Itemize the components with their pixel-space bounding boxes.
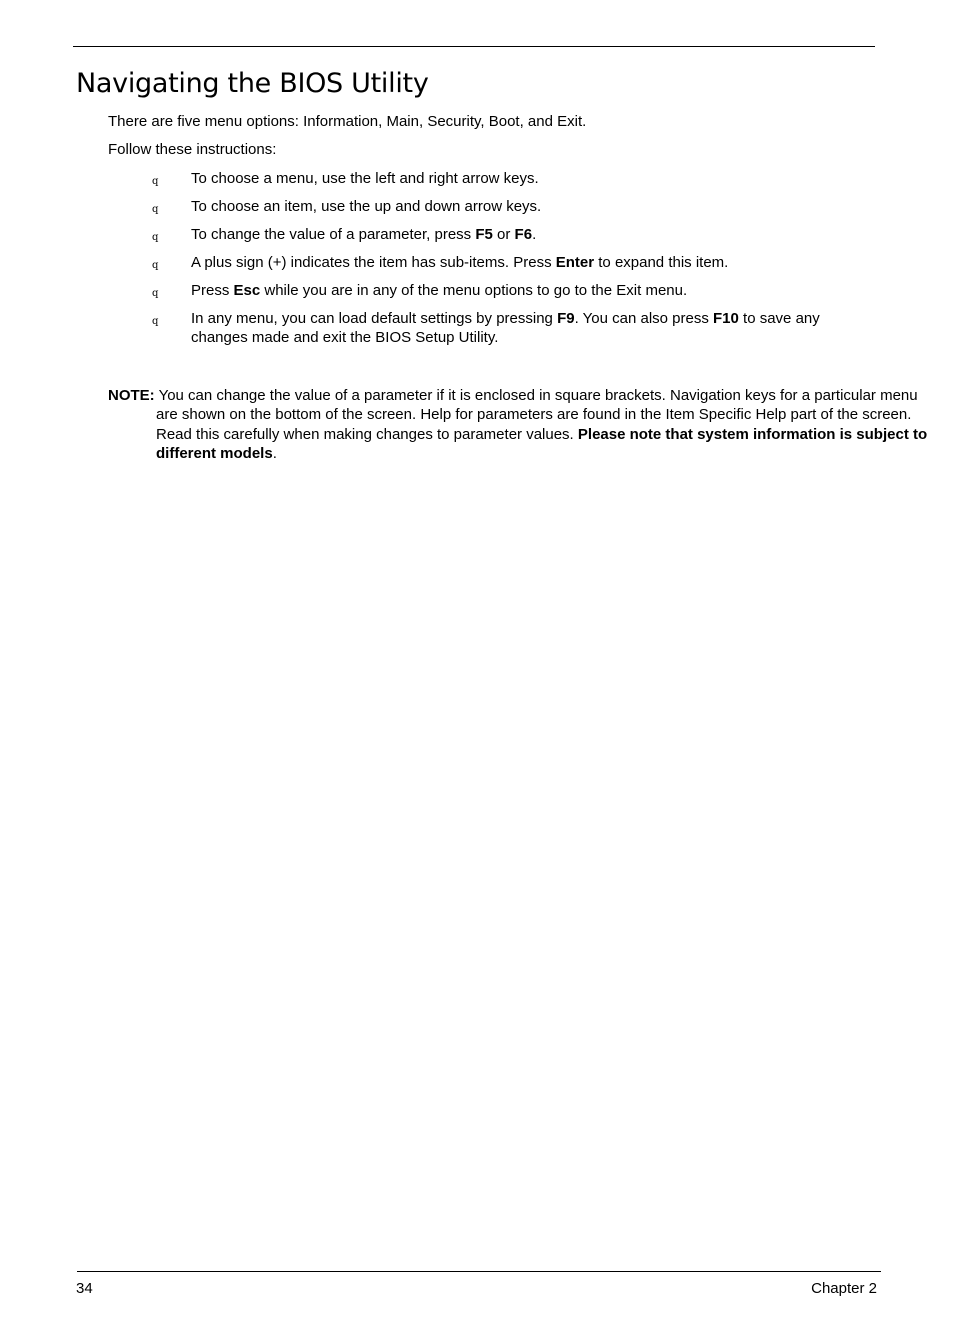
bullet-icon: q [152, 204, 159, 215]
list-item [150, 169, 880, 188]
page-title: Navigating the BIOS Utility [76, 68, 429, 99]
list-item-text: while you are in any of the menu options to go to the Exit menu. [260, 282, 688, 299]
key-esc: Esc [233, 282, 261, 299]
key-f9: F9 [557, 310, 575, 327]
footer-rule [77, 1271, 881, 1272]
header-rule [73, 46, 875, 47]
key-enter: Enter [555, 254, 595, 271]
page-number: 34 [76, 1280, 93, 1297]
bullet-icon: q [152, 176, 159, 187]
list-item [150, 281, 880, 300]
list-item-text: to expand this item. [594, 254, 729, 271]
note-paragraph [108, 386, 928, 463]
list-item [150, 225, 880, 244]
note-label: NOTE: [108, 387, 155, 404]
note-emphasis: Please note that system information is subject to different models [156, 425, 928, 462]
list-item-text: In any menu, you can load default settings by pressing [191, 310, 558, 327]
list-item-text: To choose a menu, use the left and right arrow keys. [191, 170, 539, 187]
list-item [150, 197, 880, 216]
note-text: You can change the value of a parameter if it is enclosed in square brackets. Navigation keys for a particular menu are shown on the bottom of the screen. Help for parameters are found in the Item Specific Help part of the screen. Read this carefully when making changes to parameter values. [154, 387, 918, 443]
follow-instructions-paragraph: Follow these instructions: [108, 141, 277, 158]
chapter-label: Chapter 2 [811, 1280, 877, 1297]
bullet-icon: q [152, 232, 159, 243]
instruction-list [150, 169, 880, 356]
list-item [150, 253, 880, 272]
list-item-text: or [492, 226, 515, 243]
key-f5: F5 [475, 226, 493, 243]
menu-options-paragraph: There are five menu options: Information, Main, Security, Boot, and Exit. [108, 113, 587, 130]
list-item-text: A plus sign (+) indicates the item has sub-items. Press [191, 254, 556, 271]
bullet-icon: q [152, 288, 159, 299]
key-f10: F10 [713, 310, 739, 327]
note-end: . [272, 444, 277, 462]
list-item-text: To choose an item, use the up and down arrow keys. [191, 198, 542, 215]
key-f6: F6 [514, 226, 533, 243]
list-item-text: . [532, 226, 537, 243]
bullet-icon: q [152, 316, 159, 327]
list-item-text: to save any changes made and exit the BIOS Setup Utility. [191, 310, 820, 346]
list-item [150, 309, 880, 347]
bullet-icon: q [152, 260, 159, 271]
list-item-text: . You can also press [574, 310, 714, 327]
list-item-text: Press [191, 282, 234, 299]
list-item-text: To change the value of a parameter, press [191, 226, 476, 243]
